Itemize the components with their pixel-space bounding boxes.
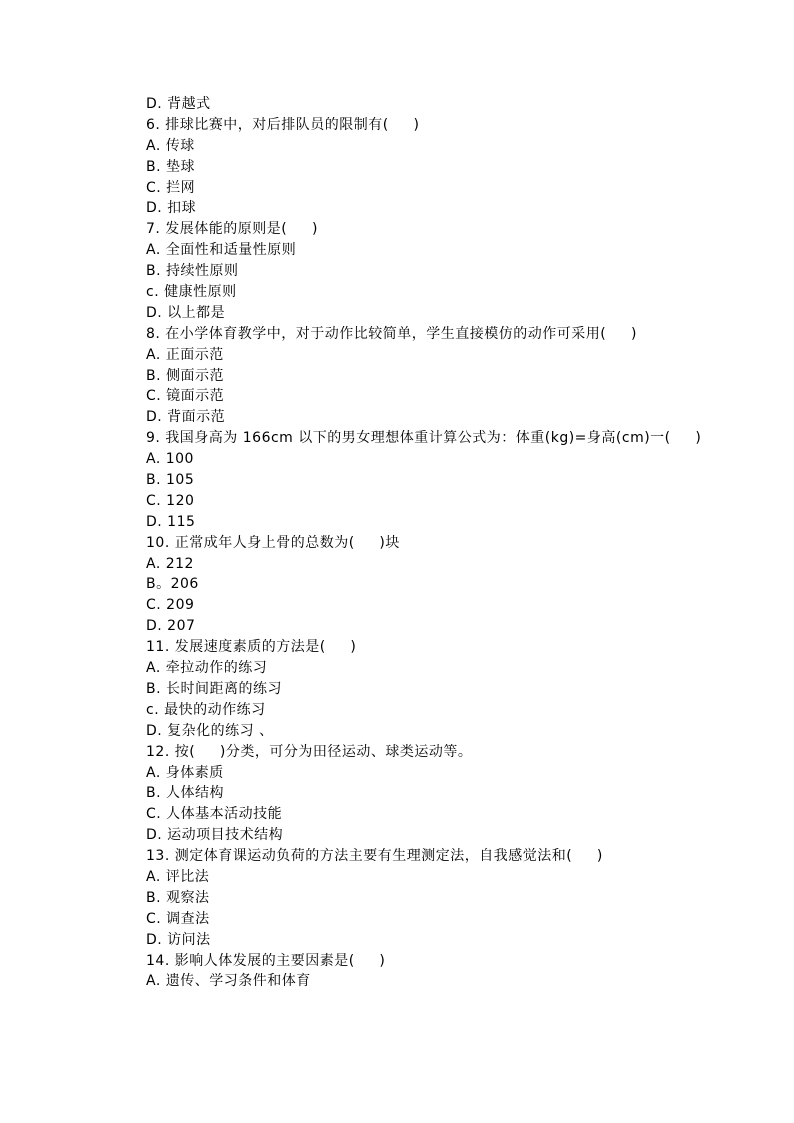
- option-line: D. 访问法: [146, 931, 211, 948]
- option-line: D. 115: [146, 513, 196, 530]
- option-line: C. 120: [146, 492, 195, 509]
- option-line: B. 持续性原则: [146, 263, 239, 280]
- question-prompt-line: 8. 在小学体育教学中，对于动作比较简单，学生直接模仿的动作可采用( ): [146, 325, 637, 342]
- option-line: D. 背面示范: [146, 409, 226, 426]
- option-line: A. 传球: [146, 137, 195, 154]
- option-line: D. 扣球: [146, 200, 197, 217]
- option-line: A. 牵拉动作的练习: [146, 660, 268, 677]
- option-line: D. 207: [146, 618, 196, 635]
- option-line: B. 垫球: [146, 158, 196, 175]
- option-line: D. 运动项目技术结构: [146, 827, 284, 844]
- question-prompt-line: 11. 发展速度素质的方法是( ): [146, 639, 357, 656]
- option-line: B. 人体结构: [146, 785, 225, 802]
- question-prompt-line: 12. 按( )分类，可分为田径运动、球类运动等。: [146, 743, 473, 760]
- option-line: C. 调查法: [146, 910, 210, 927]
- option-line: B. 105: [146, 472, 195, 489]
- option-line: B. 侧面示范: [146, 367, 225, 384]
- option-line: A. 遗传、学习条件和体育: [146, 973, 311, 990]
- option-line: A. 身体素质: [146, 764, 224, 781]
- option-line: c. 健康性原则: [146, 284, 237, 301]
- option-line: B. 长时间距离的练习: [146, 680, 283, 697]
- option-line: A. 212: [146, 555, 194, 572]
- option-line: B。206: [146, 576, 199, 593]
- question-prompt-line: 13. 测定体育课运动负荷的方法主要有生理测定法，自我感觉法和( ): [146, 848, 603, 865]
- question-prompt-line: 6. 排球比赛中，对后排队员的限制有( ): [146, 116, 420, 133]
- option-line: c. 最快的动作练习: [146, 701, 266, 718]
- option-line: A. 100: [146, 451, 194, 468]
- option-line: D. 复杂化的练习 、: [146, 722, 274, 739]
- option-line: C. 拦网: [146, 179, 196, 196]
- question-prompt-line: 14. 影响人体发展的主要因素是( ): [146, 952, 386, 969]
- carryover-option-line: D. 背越式: [146, 96, 211, 112]
- option-line: C. 人体基本活动技能: [146, 806, 283, 823]
- question-prompt-line: 10. 正常成年人身上骨的总数为( )块: [146, 534, 400, 551]
- option-line: A. 评比法: [146, 868, 210, 885]
- question-prompt-line: 9. 我国身高为 166cm 以下的男女理想体重计算公式为：体重(kg)=身高(cm)一( ): [146, 430, 702, 447]
- option-line: D. 以上都是: [146, 304, 226, 321]
- option-line: B. 观察法: [146, 889, 210, 906]
- option-line: A. 全面性和适量性原则: [146, 242, 297, 259]
- option-line: C. 209: [146, 597, 195, 614]
- option-line: A. 正面示范: [146, 346, 224, 363]
- question-prompt-line: 7. 发展体能的原则是( ): [146, 221, 318, 238]
- option-line: C. 镜面示范: [146, 388, 225, 405]
- document-body: [146, 94, 774, 992]
